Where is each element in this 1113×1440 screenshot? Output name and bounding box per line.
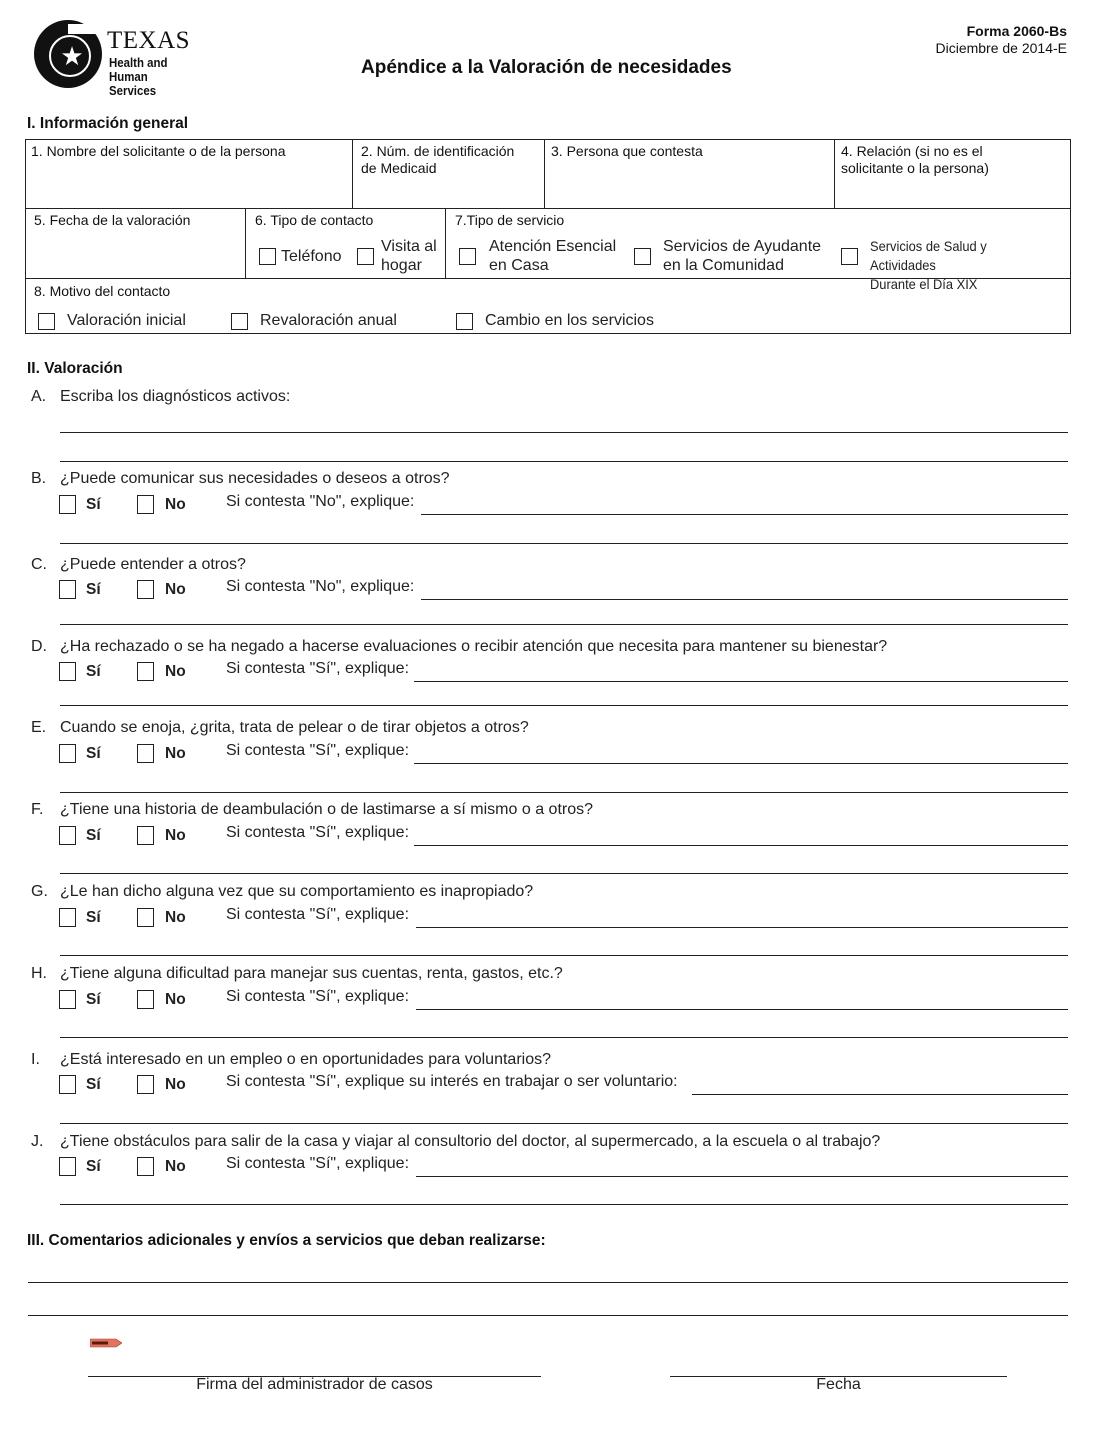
section-2-title: II. Valoración — [27, 360, 123, 377]
yes-checkbox[interactable] — [59, 580, 76, 599]
relationship-label-line2: solicitante o la persona) — [841, 160, 989, 176]
question-text: ¿Ha rechazado o se ha negado a hacerse evaluaciones o recibir atención que necesita para mantener su bienestar? — [60, 638, 888, 655]
form-number: Forma 2060-Bs — [966, 23, 1067, 39]
explain-line-2[interactable] — [60, 1123, 1068, 1124]
logo-subtitle-line1: Health and Human — [109, 55, 168, 84]
no-checkbox[interactable] — [137, 495, 154, 514]
reason-annual-checkbox[interactable] — [231, 313, 248, 330]
yes-checkbox[interactable] — [59, 1157, 76, 1176]
explain-label: Si contesta "Sí", explique su interés en trabajar o ser voluntario: — [226, 1073, 678, 1090]
col-divider — [544, 140, 545, 208]
relationship-label-line1: 4. Relación (si no es el — [841, 143, 983, 159]
service-o2-line2: en la Comunidad — [663, 257, 784, 274]
yes-checkbox[interactable] — [59, 908, 76, 927]
service-essential-home-care-checkbox[interactable] — [459, 248, 476, 265]
yes-label: Sí — [86, 1158, 101, 1175]
assessment-date-label: 5. Fecha de la valoración — [34, 212, 191, 228]
question-text: ¿Le han dicho alguna vez que su comportamiento es inapropiado? — [60, 883, 534, 900]
sign-here-tag-icon — [90, 1338, 122, 1348]
form-date: Diciembre de 2014-E — [935, 40, 1067, 56]
home-visit-line2: hogar — [381, 257, 422, 274]
home-visit-line1: Visita al — [381, 238, 437, 255]
contact-reason-group — [29, 280, 529, 302]
service-type-group — [450, 209, 1050, 231]
yes-checkbox[interactable] — [59, 990, 76, 1009]
respondent-label: 3. Persona que contesta — [551, 143, 703, 159]
service-o1-line2: en Casa — [489, 257, 549, 274]
col-divider — [445, 208, 446, 278]
no-checkbox[interactable] — [137, 908, 154, 927]
question-text: ¿Tiene alguna dificultad para manejar sus cuentas, renta, gastos, etc.? — [60, 965, 563, 982]
assessment-date-field[interactable] — [29, 209, 245, 278]
no-label: No — [165, 496, 186, 513]
service-o2-line1: Servicios de Ayudante — [663, 238, 822, 255]
explain-line-2[interactable] — [60, 543, 1068, 544]
question-letter: E. — [31, 719, 47, 736]
explain-label: Si contesta "Sí", explique: — [226, 660, 410, 677]
explain-line[interactable] — [414, 681, 1068, 682]
applicant-name-field[interactable] — [26, 140, 352, 208]
no-label: No — [165, 909, 186, 926]
explain-line[interactable] — [414, 845, 1068, 846]
reason-service-change-label: Cambio en los servicios — [485, 312, 654, 329]
question-text: Cuando se enoja, ¿grita, trata de pelear o de tirar objetos a otros? — [60, 719, 529, 736]
reason-service-change-checkbox[interactable] — [456, 313, 473, 330]
logo-subtitle — [109, 56, 201, 98]
contact-type-label: 6. Tipo de contacto — [255, 212, 374, 228]
contact-home-visit-checkbox[interactable] — [357, 248, 374, 265]
explain-label: Si contesta "No", explique: — [226, 578, 415, 595]
no-label: No — [165, 581, 186, 598]
diagnosis-line-2[interactable] — [60, 461, 1068, 462]
explain-line[interactable] — [421, 599, 1068, 600]
explain-line-2[interactable] — [60, 705, 1068, 706]
yes-label: Sí — [86, 1076, 101, 1093]
explain-line[interactable] — [421, 514, 1068, 515]
col-divider — [834, 140, 835, 208]
yes-checkbox[interactable] — [59, 495, 76, 514]
no-checkbox[interactable] — [137, 662, 154, 681]
explain-line[interactable] — [692, 1094, 1068, 1095]
yes-label: Sí — [86, 581, 101, 598]
explain-label: Si contesta "Sí", explique: — [226, 742, 410, 759]
reason-annual-label: Revaloración anual — [260, 312, 397, 329]
no-checkbox[interactable] — [137, 990, 154, 1009]
comments-line-1[interactable] — [28, 1282, 1068, 1283]
yes-label: Sí — [86, 745, 101, 762]
service-community-attendant-checkbox[interactable] — [634, 248, 651, 265]
explain-line-2[interactable] — [60, 955, 1068, 956]
col-divider — [352, 140, 353, 208]
medicaid-id-field[interactable] — [356, 140, 544, 208]
contact-phone-checkbox[interactable] — [259, 248, 276, 265]
yes-checkbox[interactable] — [59, 826, 76, 845]
logo-subtitle-line2: Services — [109, 83, 157, 98]
case-manager-signature-label: Firma del administrador de casos — [196, 1376, 433, 1393]
explain-label: Si contesta "Sí", explique: — [226, 906, 410, 923]
yes-checkbox[interactable] — [59, 1075, 76, 1094]
no-label: No — [165, 745, 186, 762]
question-text: ¿Puede comunicar sus necesidades o deseos a otros? — [60, 470, 450, 487]
yes-label: Sí — [86, 827, 101, 844]
service-o3-line2: Durante el Día XIX — [870, 276, 978, 292]
explain-label: Si contesta "Sí", explique: — [226, 1155, 410, 1172]
yes-checkbox[interactable] — [59, 662, 76, 681]
medicaid-id-label-line1: 2. Núm. de identificación — [361, 143, 515, 159]
question-letter: G. — [31, 883, 48, 900]
no-checkbox[interactable] — [137, 744, 154, 763]
question-text: ¿Está interesado en un empleo o en oportunidades para voluntarios? — [60, 1051, 551, 1068]
no-label: No — [165, 663, 186, 680]
no-checkbox[interactable] — [137, 1157, 154, 1176]
explain-line-2[interactable] — [60, 873, 1068, 874]
yes-label: Sí — [86, 663, 101, 680]
question-text: ¿Tiene una historia de deambulación o de lastimarse a sí mismo o a otros? — [60, 801, 594, 818]
explain-line[interactable] — [416, 927, 1068, 928]
yes-label: Sí — [86, 909, 101, 926]
no-label: No — [165, 827, 186, 844]
reason-initial-label: Valoración inicial — [67, 312, 186, 329]
explain-label: Si contesta "Sí", explique: — [226, 988, 410, 1005]
contact-phone-label: Teléfono — [281, 248, 342, 265]
no-label: No — [165, 1076, 186, 1093]
service-community-attendant-label — [663, 237, 821, 275]
no-checkbox[interactable] — [137, 580, 154, 599]
no-checkbox[interactable] — [137, 826, 154, 845]
applicant-name-label: 1. Nombre del solicitante o de la persona — [31, 143, 286, 159]
general-info-table — [25, 139, 1071, 334]
respondent-field[interactable] — [546, 140, 834, 208]
question-letter: C. — [31, 556, 47, 573]
explain-label: Si contesta "No", explique: — [226, 493, 415, 510]
explain-line[interactable] — [414, 763, 1068, 764]
explain-line-2[interactable] — [60, 1037, 1068, 1038]
section-1-title: I. Información general — [27, 115, 189, 132]
question-letter: I. — [31, 1051, 40, 1068]
service-type-label: 7.Tipo de servicio — [455, 212, 565, 228]
explain-line[interactable] — [416, 1176, 1068, 1177]
question-letter: F. — [31, 801, 44, 818]
col-divider — [245, 208, 246, 278]
explain-line-2[interactable] — [60, 792, 1068, 793]
question-text: ¿Tiene obstáculos para salir de la casa y viajar al consultorio del doctor, al supermercado, a la escuela o al trabajo? — [60, 1133, 881, 1150]
texas-star-seal-icon: ★ — [34, 20, 102, 88]
yes-label: Sí — [86, 496, 101, 513]
document-title: Apéndice a la Valoración de necesidades — [361, 57, 732, 78]
service-day-activity-health-label — [870, 237, 1054, 294]
question-letter: D. — [31, 638, 47, 655]
yes-checkbox[interactable] — [59, 744, 76, 763]
service-o3-line1: Servicios de Salud y Actividades — [870, 238, 987, 273]
diagnosis-line-1[interactable] — [60, 432, 1068, 433]
no-checkbox[interactable] — [137, 1075, 154, 1094]
comments-line-2[interactable] — [28, 1315, 1068, 1316]
question-letter: A. — [31, 388, 47, 405]
section-3-title: III. Comentarios adicionales y envíos a servicios que deban realizarse: — [27, 1232, 546, 1249]
contact-home-visit-label — [381, 237, 437, 275]
service-day-activity-health-checkbox[interactable] — [841, 248, 858, 265]
reason-initial-checkbox[interactable] — [38, 313, 55, 330]
no-label: No — [165, 991, 186, 1008]
explain-line[interactable] — [416, 1009, 1068, 1010]
no-label: No — [165, 1158, 186, 1175]
question-letter: H. — [31, 965, 47, 982]
service-o1-line1: Atención Esencial — [489, 238, 617, 255]
yes-label: Sí — [86, 991, 101, 1008]
contact-reason-label: 8. Motivo del contacto — [34, 283, 171, 299]
medicaid-id-label-line2: de Medicaid — [361, 160, 437, 176]
logo-texas-text: TEXAS — [107, 27, 191, 54]
question-text: ¿Puede entender a otros? — [60, 556, 246, 573]
explain-label: Si contesta "Sí", explique: — [226, 824, 410, 841]
question-letter: B. — [31, 470, 47, 487]
hhs-logo — [34, 20, 214, 98]
explain-line-2[interactable] — [60, 624, 1068, 625]
question-text: Escriba los diagnósticos activos: — [60, 388, 291, 405]
date-signature-label: Fecha — [816, 1376, 861, 1393]
service-essential-home-care-label — [489, 237, 616, 275]
relationship-field[interactable] — [836, 140, 1070, 208]
question-letter: J. — [31, 1133, 44, 1150]
explain-line-2[interactable] — [60, 1204, 1068, 1205]
